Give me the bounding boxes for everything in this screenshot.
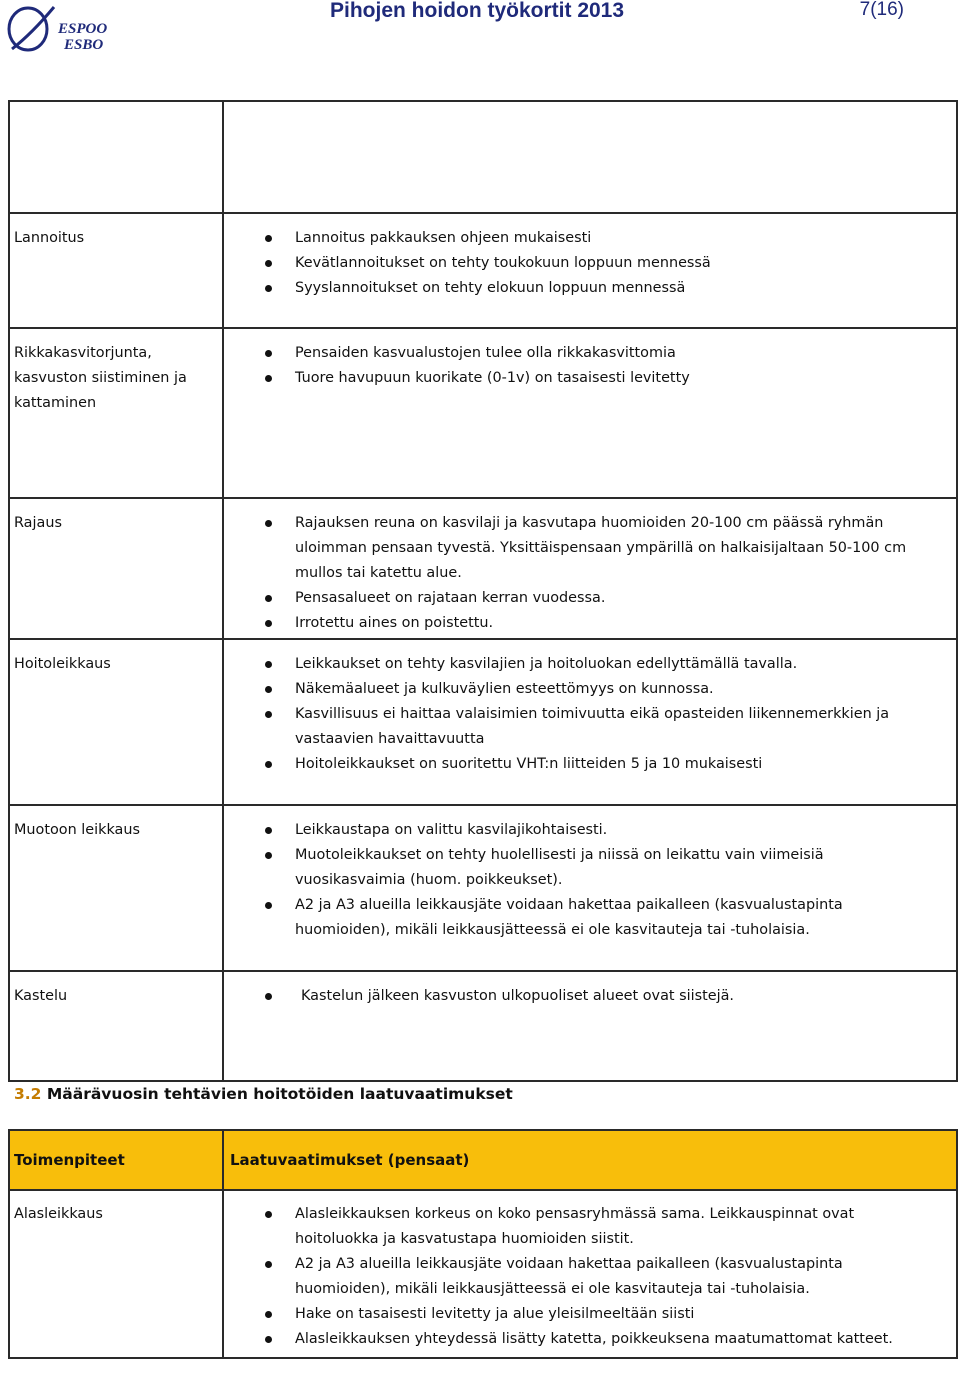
list-item: Leikkaustapa on valittu kasvilajikohtaisesti. (295, 818, 936, 843)
row-label: Lannoitus (9, 213, 223, 328)
list-item: Kasvillisuus ei haittaa valaisimien toimivuutta eikä opasteiden liikennemerkkien ja vastaavien havaittavuutta (295, 702, 936, 752)
list-item: Syyslannoitukset on tehty elokuun loppuun mennessä (295, 276, 936, 301)
list-item: Irrotettu aines on poistettu. (295, 611, 936, 636)
row-label: Rikkakasvitorjunta, kasvuston siistiminen ja kattaminen (9, 328, 223, 498)
table-row-kastelu (9, 971, 957, 1081)
document-title: Pihojen hoidon työkortit 2013 (330, 0, 625, 22)
table-row-muotoon-leikkaus (9, 805, 957, 971)
row-requirements (223, 101, 957, 213)
table-header-row (9, 1130, 957, 1190)
column-header-requirements: Laatuvaatimukset (pensaat) (223, 1130, 957, 1190)
row-label: Alasleikkaus (9, 1190, 223, 1358)
row-requirements (223, 971, 957, 1081)
row-requirements (223, 213, 957, 328)
list-item: Leikkaukset on tehty kasvilajien ja hoitoluokan edellyttämällä tavalla. (295, 652, 936, 677)
row-label: Muotoon leikkaus (9, 805, 223, 971)
list-item: Pensaiden kasvualustojen tulee olla rikkakasvittomia (295, 341, 936, 366)
row-label (9, 101, 223, 213)
table-row-lannoitus (9, 213, 957, 328)
row-label: Hoitoleikkaus (9, 639, 223, 805)
quality-requirements-table (8, 1129, 958, 1359)
section-title: Määrävuosin tehtävien hoitotöiden laatuvaatimukset (41, 1085, 513, 1103)
row-requirements (223, 498, 957, 639)
table-row-hoitoleikkaus (9, 639, 957, 805)
list-item: Pensasalueet on rajataan kerran vuodessa. (295, 586, 936, 611)
list-item: Näkemäalueet ja kulkuväylien esteettömyys on kunnossa. (295, 677, 936, 702)
table-row-empty (9, 101, 957, 213)
row-label: Kastelu (9, 971, 223, 1081)
list-item: Rajauksen reuna on kasvilaji ja kasvutapa huomioiden 20-100 cm päässä ryhmän uloimman pensaan tyvestä. Yksittäispensaan ympärillä on halkaisijaltaan 50-100 cm mullos tai katettu alue. (295, 511, 936, 586)
row-requirements (223, 639, 957, 805)
table-row-rikkakasvitorjunta (9, 328, 957, 498)
logo-line2: ESBO (64, 37, 104, 53)
section-heading (14, 1085, 513, 1103)
section-number: 3.2 (14, 1085, 42, 1103)
row-label: Rajaus (9, 498, 223, 639)
list-item: Hoitoleikkaukset on suoritettu VHT:n liitteiden 5 ja 10 mukaisesti (295, 752, 936, 777)
row-requirements (223, 805, 957, 971)
table-row-rajaus (9, 498, 957, 639)
list-item: Muotoleikkaukset on tehty huolellisesti ja niissä on leikattu vain viimeisiä vuosikasvaimia (huom. poikkeukset). (295, 843, 936, 893)
page-number: 7(16) (859, 0, 904, 20)
espoo-logo-mark (4, 3, 116, 55)
list-item: A2 ja A3 alueilla leikkausjäte voidaan hakettaa paikalleen (kasvualustapinta huomioiden), mikäli leikkausjätteessä ei ole kasvitauteja tai -tuholaisia. (295, 1252, 936, 1302)
logo-line1: ESPOO (58, 21, 108, 37)
row-requirements (223, 1190, 957, 1358)
list-item: Kevätlannoitukset on tehty toukokuun loppuun mennessä (295, 251, 936, 276)
row-requirements (223, 328, 957, 498)
list-item: Lannoitus pakkauksen ohjeen mukaisesti (295, 226, 936, 251)
list-item: Alasleikkauksen yhteydessä lisätty katetta, poikkeuksena maatumattomat katteet. (295, 1327, 936, 1352)
espoo-logo (4, 3, 116, 55)
list-item: Hake on tasaisesti levitetty ja alue yleisilmeeltään siisti (295, 1302, 936, 1327)
list-item: A2 ja A3 alueilla leikkausjäte voidaan hakettaa paikalleen (kasvualustapinta huomioiden), mikäli leikkausjätteessä ei ole kasvitauteja tai -tuholaisia. (295, 893, 936, 943)
table-row-alasleikkaus (9, 1190, 957, 1358)
list-item: Alasleikkauksen korkeus on koko pensasryhmässä sama. Leikkauspinnat ovat hoitoluokka ja kasvatustapa huomioiden siistit. (295, 1202, 936, 1252)
list-item: Kastelun jälkeen kasvuston ulkopuoliset alueet ovat siistejä. (295, 984, 936, 1009)
column-header-measures: Toimenpiteet (9, 1130, 223, 1190)
maintenance-table (8, 100, 958, 1082)
list-item: Tuore havupuun kuorikate (0-1v) on tasaisesti levitetty (295, 366, 936, 391)
